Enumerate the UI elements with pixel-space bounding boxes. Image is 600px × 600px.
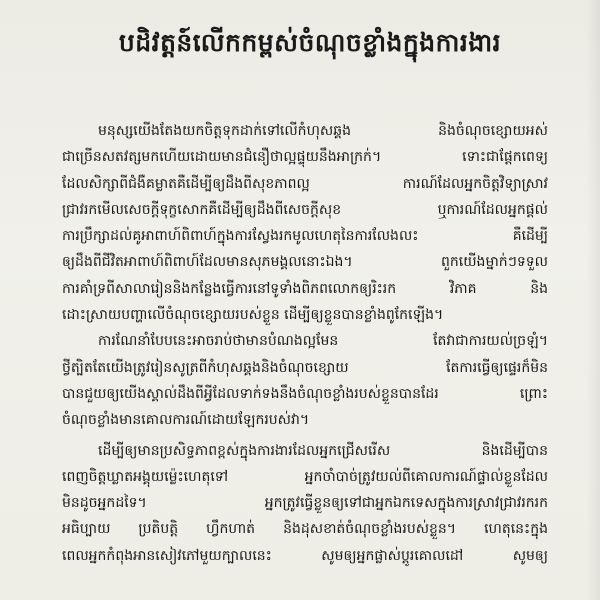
text-line: ជាច្រើនសតវត្សមកហើយដោយមានជំនឿថាល្អផ្ទុយនឹងអាក្រក់។ ទោះជាផ្តែកពេទ្យ — [62, 149, 548, 166]
text-line: ដោះស្រាយបញ្ហាលើចំណុចខ្សោយរបស់ខ្លួន ដើម្បីឲ្យខ្លួនបានខ្លាំងពូកែឡើង។ — [62, 307, 444, 324]
text-line: ចំណុចខ្លាំងមានគោលការណ៍ដោយឡែករបស់វា។ — [62, 412, 310, 429]
text-line: អធិប្បាយ ប្រតិបត្តិ ហ្វឹកហាត់ និងដុសខាត់ចំណុចខ្លាំងរបស់ខ្លួន។ ហេតុនេះក្នុង — [62, 521, 548, 538]
text-line: ពេលអ្នកកំពុងអានសៀវភៅមួយក្បាលនេះ សូមឲ្យអ្នកផ្លាស់ប្តូរគោលដៅ សូមឲ្យ — [62, 547, 548, 564]
text-line: មនុស្សយើងតែងយកចិត្តទុកដាក់ទៅលើកំហុសឆ្គង និងចំណុចខ្សោយអស់ — [98, 123, 548, 139]
page-edge-shadow — [586, 0, 600, 600]
body-text — [62, 118, 548, 569]
text-line: ថ្វីត្បិតតែយើងត្រូវរៀនសូត្រពីកំហុសឆ្គងនិងចំណុចខ្សោយ តែការធ្វើឲ្យផ្ទេរក៏មិន — [62, 359, 548, 376]
paragraph-3 — [62, 438, 548, 569]
chapter-title: បដិវត្តន៍លើកកម្ពស់ចំណុចខ្លាំងក្នុងការងារ — [118, 27, 502, 57]
text-line: ការណែនាំបែបនេះអាចរាប់ថាមានបំណងល្អមែន តែវាជាការយល់ច្រឡំ។ — [98, 333, 548, 350]
text-line: ជ្រាវរកមើលសេចក្តីទុក្ខសោកគឺដើម្បីឲ្យដឹងពីសេចក្តីសុខ ឬការណ៍ដែលអ្នកផ្តល់ — [62, 201, 548, 218]
paragraph-2 — [62, 328, 548, 433]
text-line: ការគាំទ្រពីសាលារៀននិងកន្លែងធ្វើការនៅទូទាំងពិភពលោកឲ្យរិះរក វិភាគ និង — [62, 280, 548, 297]
text-line: មិនដូចអ្នកដទៃ។ អ្នកត្រូវធ្វើខ្លួនឲ្យទៅជាអ្នកឯកទេសក្នុងការស្រាវជ្រាវរករក — [62, 495, 548, 512]
text-line: ឲ្យដឹងពីជីវិតអាពាហ៍ពិពាហ៍ដែលមានសុភមង្គលនោះឯង។ ពួកយើងម្នាក់ៗទទួល — [62, 254, 548, 271]
text-line: ពេញចិត្តឃ្លាតអង្គុយម្ល៉េះហេតុទៅ អ្នកចាំបាច់ត្រូវយល់ពីគោលការណ៍ផ្ទាល់ខ្លួនដែល — [62, 468, 548, 485]
paragraph-1 — [62, 118, 548, 328]
text-line: ដែលសិក្សាពីជំងឺគម្លាតគឺដើម្បីឲ្យដឹងពីសុខភាពល្អ ការណ៍ដែលអ្នកចិត្តវិទ្យាស្រាវ — [62, 175, 548, 192]
text-line: បានជួយឲ្យយើងស្គាល់ដឹងពីអ្វីដែលទាក់ទងនឹងចំណុចខ្លាំងរបស់ខ្លួនបានដែរ ព្រោះ — [62, 385, 548, 402]
text-line: ដើម្បីឲ្យមានប្រសិទ្ធភាពខ្ពស់ក្នុងការងារដែលអ្នកជ្រើសរើស និងដើម្បីបាន — [98, 442, 548, 459]
text-line: ការប្រឹក្សាដល់គូអាពាហ៍ពិពាហ៍ក្នុងការស្វែងរកមូលហេតុនៃការលែងលះ គឺដើម្បី — [62, 228, 548, 245]
